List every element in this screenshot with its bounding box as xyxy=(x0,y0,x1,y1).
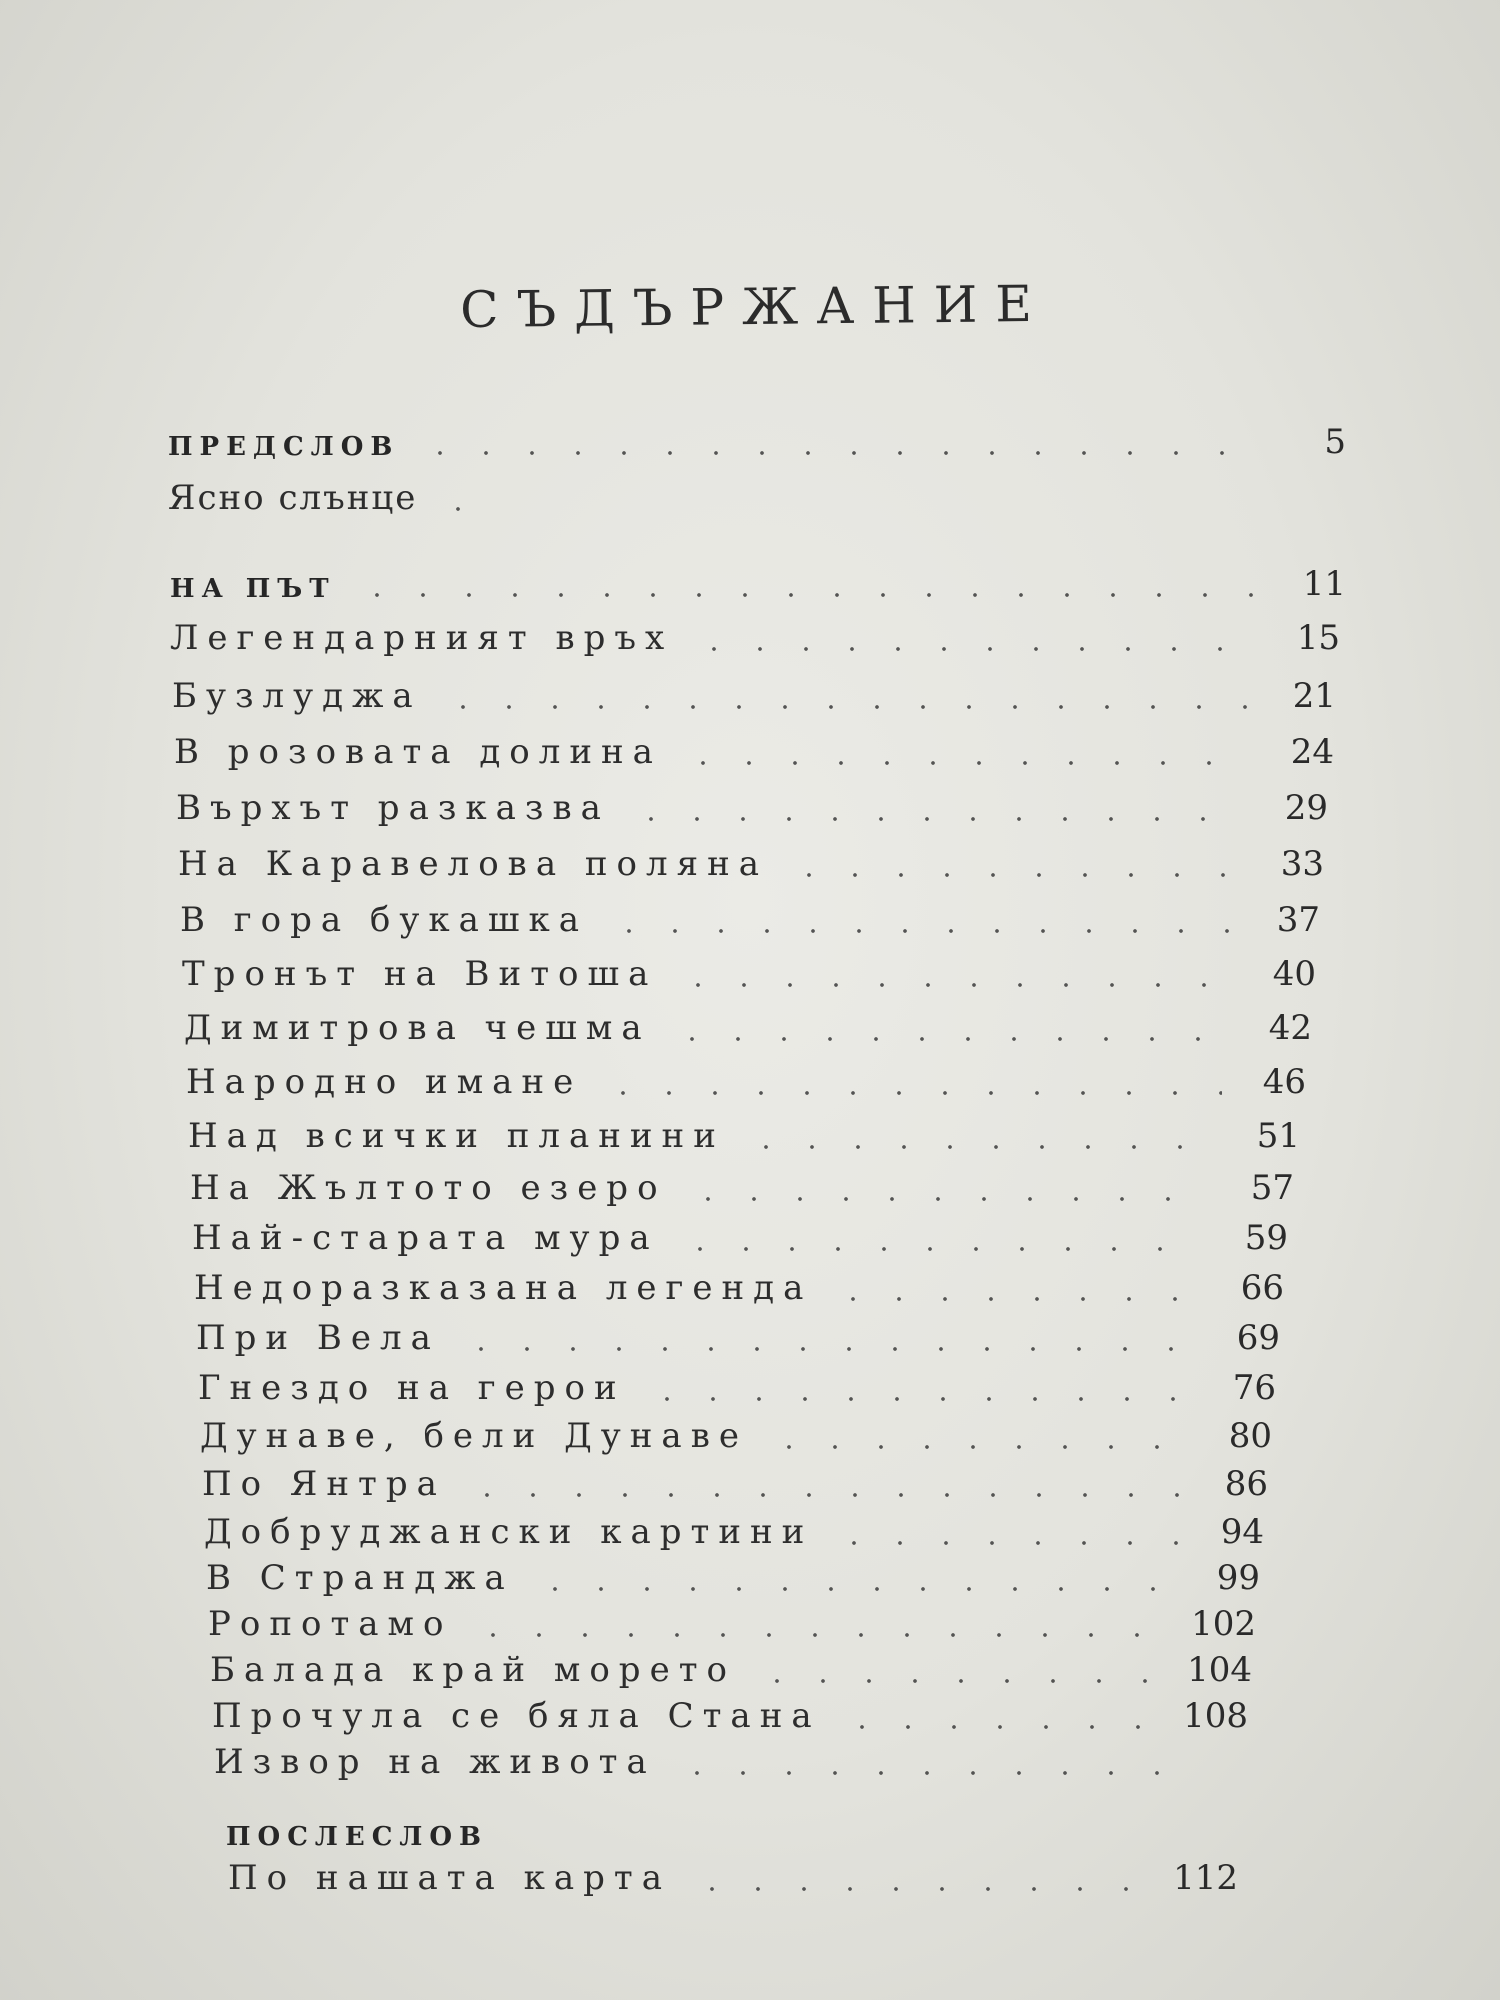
page-number: 37 xyxy=(1276,900,1320,940)
page-number: 112 xyxy=(1173,1858,1238,1898)
page-number: 69 xyxy=(1236,1318,1280,1358)
toc-entry xyxy=(204,1500,1264,1552)
entry-title: Балада край морето xyxy=(210,1650,736,1690)
dot-leader xyxy=(669,1036,1228,1042)
entry-title: По Янтра xyxy=(202,1464,446,1504)
entry-title: Върхът разказва xyxy=(176,788,610,828)
dot-leader xyxy=(440,704,1252,710)
toc-entry xyxy=(176,776,1328,828)
page-number: 29 xyxy=(1284,788,1328,828)
toc-entry xyxy=(214,1730,1244,1782)
page-number: 21 xyxy=(1292,676,1336,716)
entry-title: По нашата карта xyxy=(228,1858,671,1898)
dot-leader xyxy=(600,1090,1222,1096)
entry-title: На Каравелова поляна xyxy=(178,844,769,884)
dot-leader xyxy=(464,1492,1184,1498)
toc-entry xyxy=(196,1306,1280,1358)
page-number: 24 xyxy=(1290,732,1334,772)
toc-entry xyxy=(180,888,1320,940)
section-title: НА ПЪТ xyxy=(170,574,336,604)
entry-title: В Странджа xyxy=(206,1558,514,1598)
dot-leader xyxy=(766,1444,1188,1450)
page-number: 57 xyxy=(1250,1168,1294,1208)
entry-title: Недоразказана легенда xyxy=(194,1268,813,1308)
dot-leader xyxy=(743,1144,1216,1150)
page-number: 80 xyxy=(1228,1416,1272,1456)
toc-entry xyxy=(206,1546,1260,1598)
entry-title: Най-старата мура xyxy=(192,1218,659,1258)
section-title: ПРЕДСЛОВ xyxy=(168,432,400,462)
toc-section-preface xyxy=(168,410,1346,462)
page-title: СЪДЪРЖАНИЕ xyxy=(459,274,1051,340)
page-number: 102 xyxy=(1191,1604,1256,1644)
entry-title: Народно имане xyxy=(186,1062,583,1102)
toc-entry xyxy=(182,942,1316,994)
entry-title: В гора букашка xyxy=(180,900,589,940)
entry-title: На Жълтото езеро xyxy=(190,1168,667,1208)
dot-leader xyxy=(830,1296,1200,1302)
dot-leader xyxy=(786,872,1240,878)
toc-entry xyxy=(212,1684,1248,1736)
toc-entry xyxy=(186,1050,1306,1102)
page-number: 86 xyxy=(1224,1464,1268,1504)
page-number: 15 xyxy=(1296,618,1340,658)
toc-entry xyxy=(168,466,1346,518)
page-number: 46 xyxy=(1262,1062,1306,1102)
entry-title: Прочула се бяла Стана xyxy=(212,1696,821,1736)
dot-leader xyxy=(458,1346,1196,1352)
entry-title: В розовата долина xyxy=(174,732,662,772)
dot-leader xyxy=(417,450,1262,456)
dot-leader xyxy=(685,1196,1210,1202)
toc-entry xyxy=(174,720,1334,772)
page-number: 108 xyxy=(1183,1696,1248,1736)
toc-entry xyxy=(194,1256,1284,1308)
dot-leader xyxy=(677,1246,1204,1252)
entry-title: Извор на живота xyxy=(214,1742,656,1782)
page-number: 51 xyxy=(1256,1116,1300,1156)
toc-entry xyxy=(202,1452,1268,1504)
page-number: 76 xyxy=(1232,1368,1276,1408)
entry-title: Бузлуджа xyxy=(172,676,422,716)
entry-title: Легендарният връх xyxy=(170,618,674,658)
page-number: 11 xyxy=(1302,564,1346,604)
toc-entry xyxy=(172,664,1336,716)
toc-entry xyxy=(208,1592,1256,1644)
dot-leader xyxy=(675,982,1232,988)
dot-leader xyxy=(674,1770,1160,1776)
dot-leader xyxy=(644,1396,1192,1402)
toc-entry xyxy=(192,1206,1288,1258)
entry-title: Ропотамо xyxy=(208,1604,453,1644)
toc-section-on-the-road xyxy=(170,552,1346,604)
entry-title: Гнездо на герои xyxy=(198,1368,626,1408)
page-number: 40 xyxy=(1272,954,1316,994)
toc-entry xyxy=(170,606,1340,658)
page-number: 99 xyxy=(1216,1558,1260,1598)
page-number: 94 xyxy=(1220,1512,1264,1552)
entry-title: Ясно слънце xyxy=(168,478,418,518)
dot-leader xyxy=(689,1886,1154,1892)
toc-entry xyxy=(190,1156,1294,1208)
section-title: ПОСЛЕСЛОВ xyxy=(226,1822,489,1852)
toc-entry xyxy=(198,1356,1276,1408)
toc-entry xyxy=(178,832,1324,884)
toc-entry xyxy=(228,1846,1238,1898)
dot-leader xyxy=(354,592,1262,598)
entry-title: Тронът на Витоша xyxy=(182,954,658,994)
entry-title: Добруджански картини xyxy=(204,1512,814,1552)
dot-leader xyxy=(680,760,1250,766)
entry-title: При Вела xyxy=(196,1318,440,1358)
entry-title: Димитрова чешма xyxy=(184,1008,651,1048)
page-number: 66 xyxy=(1240,1268,1284,1308)
toc-entry xyxy=(210,1638,1252,1690)
page-number: 33 xyxy=(1280,844,1324,884)
toc-entry xyxy=(188,1104,1300,1156)
dot-leader xyxy=(691,646,1256,652)
page-number: 5 xyxy=(1324,422,1346,462)
dot-leader xyxy=(435,506,495,512)
entry-title: Дунаве, бели Дунаве xyxy=(200,1416,748,1456)
toc-section-afterword xyxy=(226,1800,1240,1852)
dot-leader xyxy=(628,816,1244,822)
dot-leader xyxy=(606,928,1236,934)
page-number: 104 xyxy=(1187,1650,1252,1690)
toc-entry xyxy=(200,1404,1272,1456)
entry-title: Над всички планини xyxy=(188,1116,725,1156)
page-number: 42 xyxy=(1268,1008,1312,1048)
toc-entry xyxy=(184,996,1312,1048)
page-number: 59 xyxy=(1244,1218,1288,1258)
